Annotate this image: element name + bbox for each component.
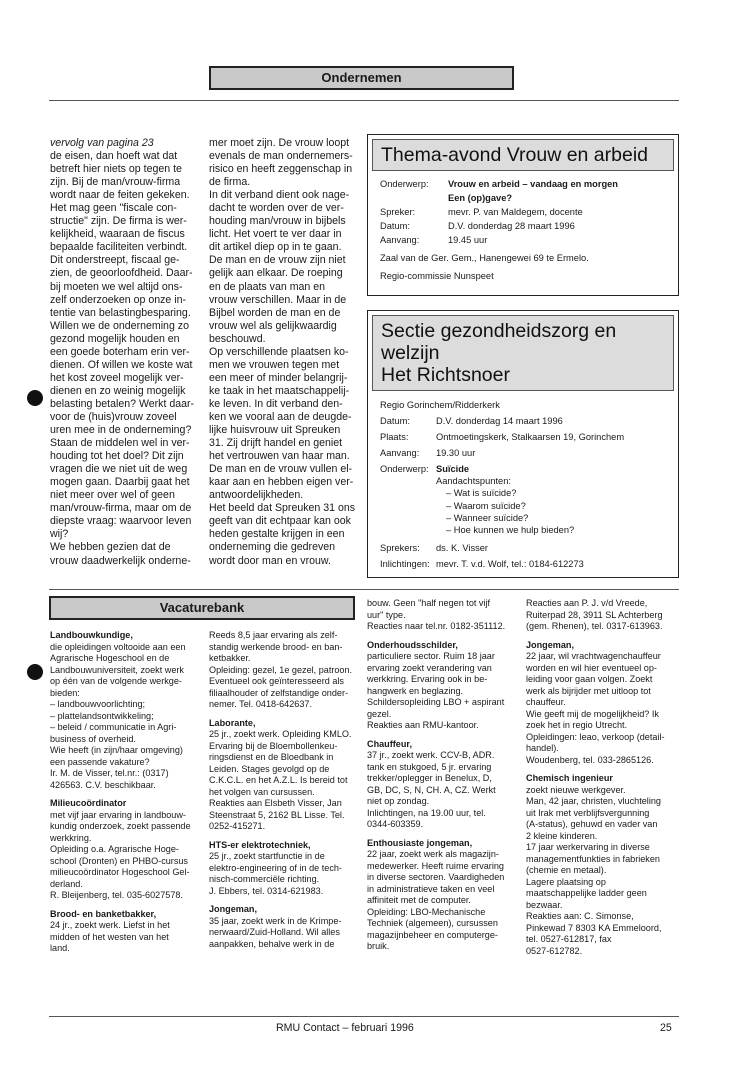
vacancy-line: ervaring zoekt verandering van — [367, 662, 492, 673]
text-line: dienen en zo weinig mogelijk — [50, 384, 186, 397]
vacancy-line: bieden: — [50, 687, 80, 698]
text-line: Het beeld dat Spreuken 31 ons — [209, 502, 356, 515]
vacancy-line: 24 jr., zoekt werk. Liefst in het — [50, 920, 170, 930]
text-line: dit artikel diep op in te gaan. — [209, 241, 342, 254]
text-line: belasting betalen? Werkt daar- — [50, 397, 195, 410]
vacancy-line: milieucoördinator Hogeschool Gel- — [50, 867, 190, 877]
text-line: de eisen, dan hoeft wat dat — [50, 150, 178, 163]
text-line: Willen we de onderneming zo — [50, 319, 189, 332]
vacancy-line: (A-status), gehuwd en vader van — [526, 819, 658, 829]
vacancy-entry — [526, 598, 682, 633]
vacancy-entry — [209, 840, 359, 898]
text-line: dienen. Of willen we koste wat — [50, 358, 193, 371]
text-line: ken we vooral aan de deugde- — [209, 410, 352, 423]
point-1: – Wat is suïcide? — [446, 488, 517, 499]
vacancy-line: affiniteit met de computer. — [367, 895, 471, 905]
vacancy-line: werkkring. Ervaring ook in be- — [367, 674, 488, 684]
event-box-thema-avond — [367, 134, 679, 296]
vacancy-line: Wie heeft (in zijn/haar omgeving) — [50, 745, 183, 755]
text-line: een goede boterham erin ver- — [50, 345, 190, 358]
text-line: gelijk aan elkaar. De roeping — [209, 267, 343, 280]
text-line: tentie van belastingbesparing. — [50, 306, 191, 319]
vacancy-line: 17 jaar werkervaring in diverse — [526, 842, 650, 852]
text-line: kaar aan en hebben eigen ver- — [209, 476, 354, 489]
vacancy-line: Reakties aan: C. Simonse, — [526, 911, 634, 921]
vacancy-line: Opleiding o.a. Agrarische Hoge- — [50, 844, 179, 854]
vacancy-line: op één van de volgende werkge- — [50, 676, 182, 686]
vacancy-entry — [50, 630, 200, 791]
vacancy-line: het volgen van cursussen. — [209, 786, 315, 797]
article-column-2-text — [209, 137, 361, 568]
vacancy-line: kundig onderzoek, zoekt passende — [50, 821, 191, 831]
vacancy-line: Reeds 8,5 jaar ervaring als zelf- — [209, 630, 338, 640]
vacancy-line: Opleidingen: leao, verkoop (detail- — [526, 731, 665, 742]
vacancy-column-2 — [209, 630, 359, 950]
text-line: De man en de vrouw zijn niet — [209, 254, 346, 267]
vacancy-line: Ruiterpad 28, 3911 SL Achterberg — [526, 609, 663, 620]
point-4: – Hoe kunnen we hulp bieden? — [446, 525, 575, 536]
text-line: zijn. Bij de man/vrouw-firma — [50, 176, 181, 189]
vacancy-entry — [526, 640, 682, 767]
vacancy-line: uur" type. — [367, 609, 406, 620]
value-aanvang: 19.30 uur — [436, 448, 476, 458]
text-line: geeft van dit echtpaar kan ook — [209, 515, 351, 528]
vacancy-line: 22 jaar, zoekt werk als magazijn- — [367, 849, 499, 859]
vacancy-line: Inlichtingen, na 19.00 uur, tel. — [367, 807, 486, 818]
vacancy-line: 25 jr., zoekt startfunctie in de — [209, 851, 325, 861]
text-line: Staan de middelen wel in ver- — [50, 437, 190, 450]
vacancy-title: Jongeman, — [526, 639, 575, 650]
text-line: voor de (huis)vrouw zoveel — [50, 410, 177, 423]
vacancy-entry — [209, 904, 359, 950]
text-line: betreft hier niets op tegen te — [50, 163, 182, 176]
value-inlichtingen: mevr. T. v.d. Wolf, tel.: 0184-612273 — [436, 559, 584, 570]
vacancy-line: Steenstraat 5, 2162 BL Lisse. Tel. — [209, 809, 345, 820]
vacancy-entry — [50, 798, 200, 902]
vacancy-line: Landbouwuniversiteit, zoekt werk — [50, 664, 184, 675]
vacancy-line: 2 kleine kinderen. — [526, 830, 598, 841]
vacancy-line: nemer. Tel. 0418-642637. — [209, 699, 312, 709]
text-line: vrouw daadwerkelijk onderne- — [50, 554, 191, 567]
vacancy-title: Laborante, — [209, 717, 256, 728]
article-column-2 — [209, 137, 361, 568]
vacancy-entry — [526, 773, 682, 957]
vacancy-line: werkkring. — [50, 832, 92, 843]
vacancy-line: – beleid / communicatie in Agri- — [50, 722, 177, 732]
footer-title: RMU Contact – februari 1996 — [276, 1022, 414, 1034]
value-regio: Regio Gorinchem/Ridderkerk — [380, 400, 500, 410]
text-line: Bijbel worden de man en de — [209, 306, 341, 319]
text-line: dacht te worden over de ver- — [209, 202, 344, 215]
vacancy-line: school (Dronten) en PHBO-cursus — [50, 855, 188, 866]
vacancy-line: Leiden. Stages gevolgd op de — [209, 763, 330, 774]
vacancy-entry — [50, 909, 200, 955]
text-line: bepaalde faciliteiten verbindt. — [50, 241, 188, 254]
text-line: lijke huisvrouw uit Spreuken — [209, 424, 341, 437]
value-plaats: Ontmoetingskerk, Stalkaarsen 19, Gorinchem — [436, 432, 625, 442]
value-spreker: mevr. P. van Maldegem, docente — [448, 207, 583, 217]
page-number: 25 — [660, 1022, 672, 1034]
text-line: structie" zijn. De firma is wer- — [50, 215, 187, 228]
vacancy-line: filiaalhouder of zelfstandige onder- — [209, 687, 349, 698]
vacancy-line: (gem. Rhenen), tel. 0317-613963. — [526, 621, 663, 631]
vacancy-line: Lagere plaatsing op — [526, 876, 606, 887]
text-line: man/vrouw-firma, maar om de — [50, 502, 192, 515]
vacancy-line: magazijnbeheer en computerge- — [367, 929, 498, 940]
text-line: vrouw verschillen. Maar in de — [209, 293, 347, 306]
section-divider — [49, 589, 679, 590]
vacancy-line: 426563. C.V. beschikbaar. — [50, 779, 156, 790]
text-line: men we vrouwen tegen met — [209, 358, 340, 371]
text-line: Het mag geen "fiscale con- — [50, 202, 177, 215]
article-column-1-text — [50, 150, 200, 568]
vacancy-line: 22 jaar, wil vrachtwagenchauffeur — [526, 651, 661, 661]
event-title-box — [372, 315, 674, 391]
vacancy-line: leiding voor gaan volgen. Zoekt — [526, 674, 653, 684]
text-line: wordt door man en vrouw. — [209, 554, 331, 567]
vacancy-line: – plattelandsontwikkeling; — [50, 710, 154, 721]
text-line: niet meer over wel of geen — [50, 489, 175, 502]
vacancy-line: Pinkewad 7 8303 KA Emmeloord, — [526, 922, 662, 933]
label-inlichtingen: Inlichtingen: — [380, 559, 430, 570]
article-column-1 — [50, 137, 200, 568]
vacancy-line: (chemie en metaal). — [526, 865, 607, 875]
punch-hole-top — [27, 390, 43, 406]
text-line: vrouw wel als gelijkwaardig — [209, 319, 337, 332]
vacaturebank-title: Vacaturebank — [159, 600, 245, 615]
vacancy-title: Jongeman, — [209, 904, 258, 914]
vacancy-line: Reacties naar tel.nr. 0182-351112. — [367, 621, 506, 631]
vacancy-title: Chemisch ingenieur — [526, 773, 613, 783]
label-datum: Datum: — [380, 416, 410, 426]
vacancy-line: die opleidingen voltooide aan een — [50, 641, 186, 652]
text-line: een meer of minder belangrij- — [209, 371, 348, 384]
value-aanvang: 19.45 uur — [448, 235, 488, 245]
text-line: wordt naar de feiten gekeken. — [50, 189, 190, 202]
vacancy-line: zoek het in regio Utrecht. — [526, 720, 628, 730]
text-line: diepste vraag: waarvoor leven — [50, 515, 192, 528]
vacancy-line: bruik. — [367, 941, 390, 951]
vacancy-line: business of overheid. — [50, 733, 136, 744]
vacancy-line: midden of het westen van het — [50, 931, 169, 942]
value-zaal: Zaal van de Ger. Gem., Hanengewei 69 te Ermelo. — [380, 253, 589, 263]
vacancy-line: R. Bleijenberg, tel. 035-6027578. — [50, 890, 183, 900]
text-line: antwoordelijkheden. — [209, 489, 304, 502]
point-3: – Wanneer suïcide? — [446, 512, 529, 523]
vacancy-title: Chauffeur, — [367, 738, 412, 749]
vacancy-line: J. Ebbers, tel. 0314-621983. — [209, 885, 324, 896]
text-line: kelijkheid, waaraan de fiscus — [50, 228, 185, 241]
text-line: ke taak in het maatschappelij- — [209, 384, 350, 397]
vacancy-column-4 — [526, 598, 682, 957]
vacancy-line: Opleiding: gezel, 1e gezel, patroon. — [209, 664, 353, 675]
vacancy-line: 0344-603359. — [367, 819, 424, 829]
text-line: In dit verband dient ook nage- — [209, 189, 350, 202]
vacancy-line: 37 jr., zoekt werk. CCV-B, ADR. — [367, 750, 495, 760]
vacancy-line: handel). — [526, 743, 559, 753]
vacancy-line: met vijf jaar ervaring in landbouw- — [50, 809, 186, 820]
vacancy-line: Reacties aan P. J. v/d Vreede, — [526, 598, 648, 608]
vacancy-line: Eventueel ook geïnteresseerd als — [209, 676, 344, 686]
vacancy-line: nerwaard/Zuid-Holland. Wil alles — [209, 927, 340, 937]
vacancy-line: niet op zondag. — [367, 796, 430, 806]
text-line: uren mee in de onderneming? — [50, 424, 192, 437]
vacancy-line: Reakties aan Elsbeth Visser, Jan — [209, 798, 342, 808]
text-line: beschouwd. — [209, 332, 266, 345]
text-line: houding man/vrouw in bijbels — [209, 215, 346, 228]
vacancy-line: land. — [50, 943, 70, 953]
text-line: zien, de geoorloofdheid. Daar- — [50, 267, 193, 280]
vacancy-line: nisch-commerciële richting. — [209, 874, 320, 884]
event-title-line-2: Het Richtsnoer — [381, 364, 510, 386]
vacancy-title: HTS-er elektrotechniek, — [209, 839, 311, 850]
header-rule — [49, 100, 679, 101]
vacancy-line: 0252-415271. — [209, 821, 266, 831]
text-line: vragen die we niet uit de weg — [50, 463, 188, 476]
label-plaats: Plaats: — [380, 432, 409, 442]
vacancy-line: gezel. — [367, 708, 392, 719]
vacancy-line: 35 jaar, zoekt werk in de Krimpe- — [209, 915, 342, 926]
value-onderwerp-2: Een (op)gave? — [448, 193, 513, 203]
value-onderwerp: Vrouw en arbeid – vandaag en morgen — [448, 179, 618, 189]
vacancy-line: Schildersopleiding LBO + aspirant — [367, 697, 505, 707]
vacancy-column-3 — [367, 598, 519, 953]
vacancy-line: ketbakker. — [209, 653, 251, 663]
punch-hole-bottom — [27, 664, 43, 680]
text-line: de firma. — [209, 176, 251, 189]
vacancy-line: C.K.C.L. en het A.Z.L. Is bereid tot — [209, 775, 348, 785]
section-title: Ondernemen — [321, 70, 402, 85]
point-2: – Waarom suïcide? — [446, 500, 526, 511]
vacancy-title: Enthousiaste jongeman, — [367, 837, 473, 848]
vacancy-line: Opleiding: LBO-Mechanische — [367, 906, 486, 917]
vacancy-line: bouw. Geen "half negen tot vijf — [367, 598, 491, 608]
value-sprekers: ds. K. Visser — [436, 543, 489, 554]
label-aanvang: Aanvang: — [380, 448, 420, 458]
vacancy-line: tank en stukgoed, 5 jr. ervaring — [367, 761, 492, 772]
vacancy-line: elektro-engineering of in de tech- — [209, 862, 342, 873]
text-line: De man en de vrouw vullen el- — [209, 463, 353, 476]
value-onderwerp: Suïcide — [436, 464, 470, 474]
vacancy-entry — [209, 630, 359, 711]
label-onderwerp: Onderwerp: — [380, 464, 429, 474]
text-line: het kost zoveel mogelijk ver- — [50, 371, 184, 384]
value-regio: Regio-commissie Nunspeet — [380, 271, 494, 281]
vacancy-line: Ir. M. de Visser, tel.nr.: (0317) — [50, 768, 169, 778]
text-line: We hebben gezien dat de — [50, 541, 171, 554]
text-line: het vertrouwen van haar man. — [209, 450, 350, 463]
text-line: Op verschillende plaatsen ko- — [209, 345, 349, 358]
vacancy-line: tel. 0527-612817, fax — [526, 934, 612, 944]
text-line: en de plaats van man en — [209, 280, 326, 293]
vacancy-title: Onderhoudsschilder, — [367, 639, 458, 650]
vacancy-line: Man, 42 jaar, christen, vluchteling — [526, 796, 661, 806]
vacancy-line: managementfunkties in fabrieken — [526, 853, 660, 864]
text-line: bij moeten we wel altijd ons- — [50, 280, 183, 293]
event-title: Thema-avond Vrouw en arbeid — [372, 139, 674, 171]
label-sprekers: Sprekers: — [380, 543, 420, 554]
value-datum: D.V. donderdag 14 maart 1996 — [436, 416, 563, 426]
vacancy-line: maatschappelijke ladder geen — [526, 888, 647, 898]
text-line: evenals de man ondernemers- — [209, 150, 353, 163]
vacancy-entry — [367, 598, 519, 633]
vacancy-line: medewerker. Heeft ruime ervaring — [367, 860, 504, 871]
vacancy-line: Woudenberg, tel. 033-2865126. — [526, 754, 654, 765]
vacancy-line: Techniek (algemeen), cursussen — [367, 918, 498, 928]
vacancy-entry — [367, 640, 519, 732]
vacancy-line: 25 jr., zoekt werk. Opleiding KMLO. — [209, 729, 352, 739]
text-line: 31. Zij drijft handel en geniet — [209, 437, 343, 450]
text-line: wij? — [50, 528, 69, 541]
vacancy-line: ringsdienst en de Bloedbank in — [209, 752, 334, 762]
vacancy-entry — [367, 739, 519, 831]
vacancy-line: Wie geeft mij de mogelijkheid? Ik — [526, 708, 659, 719]
text-line: gezond mogelijk houden en — [50, 332, 180, 345]
label-onderwerp: Onderwerp: — [380, 179, 429, 189]
vacancy-line: zoekt nieuwe werkgever. — [526, 784, 626, 795]
vacancy-line: in administratieve taken en veel — [367, 883, 495, 894]
vacancy-line: chauffeur. — [526, 697, 566, 707]
vacancy-line: aanpakken, behalve werk in de — [209, 938, 335, 949]
vacancy-line: standig werkende brood- en ban- — [209, 641, 343, 652]
vacancy-title: Brood- en banketbakker, — [50, 908, 157, 919]
text-line: licht. Het voert te ver daar in — [209, 228, 342, 241]
vacancy-line: Reakties aan RMU-kantoor. — [367, 720, 479, 730]
text-line: onderneming die gedreven — [209, 541, 336, 554]
vacancy-line: Ervaring bij de Bloembollenkeu- — [209, 740, 338, 751]
vacancy-line: – landbouwvoorlichting; — [50, 699, 146, 709]
text-line: Dit onderstreept, fiscaal ge- — [50, 254, 180, 267]
vacancy-line: uit Irak met verblijfsvergunning — [526, 807, 650, 818]
value-datum: D.V. donderdag 28 maart 1996 — [448, 221, 575, 231]
event-box-richtsnoer — [367, 310, 679, 578]
vacancy-title: Milieucoördinator — [50, 798, 127, 808]
vacancy-line: bezwaar. — [526, 899, 563, 910]
section-header — [209, 66, 514, 90]
vacancy-entry — [367, 838, 519, 953]
vacancy-line: Agrarische Hogeschool en de — [50, 653, 170, 663]
vacancy-line: worden en wil hier eventueel op- — [526, 662, 657, 673]
value-aandacht: Aandachtspunten: — [436, 476, 511, 487]
label-spreker: Spreker: — [380, 207, 416, 217]
vacancy-column-1 — [50, 630, 200, 955]
vacancy-line: trekker/oplegger in Benelux, D, — [367, 773, 492, 783]
vacancy-line: een passende vakature? — [50, 756, 150, 767]
vacancy-entry — [209, 718, 359, 833]
text-line: risico en heeft zeggenschap in — [209, 163, 353, 176]
text-line: mogen gaan. Daarbij gaat het — [50, 476, 190, 489]
text-line: heden gestalte krijgen in een — [209, 528, 345, 541]
footer-rule — [49, 1016, 679, 1017]
vacancy-title: Landbouwkundige, — [50, 630, 133, 640]
text-line: zelf onderzoeken op onze in- — [50, 293, 187, 306]
label-aanvang: Aanvang: — [380, 235, 420, 245]
text-line: ke leven. In dit verband den- — [209, 397, 343, 410]
event-title-line-1: Sectie gezondheidszorg en welzijn — [381, 320, 617, 364]
continued-note: vervolg van pagina 23 — [50, 137, 154, 149]
vacaturebank-header — [49, 596, 355, 620]
label-datum: Datum: — [380, 221, 410, 231]
text-line: mer moet zijn. De vrouw loopt — [209, 137, 350, 149]
vacancy-line: particuliere sector. Ruim 18 jaar — [367, 651, 495, 661]
vacancy-line: hangwerk en beglazing. — [367, 685, 464, 696]
vacancy-line: in diverse sectoren. Vaardigheden — [367, 872, 505, 882]
text-line: houding tot het doel? Dit zijn — [50, 450, 184, 463]
vacancy-line: 0527-612782. — [526, 945, 583, 956]
vacancy-line: werk als bijrijder met uitloop tot — [526, 685, 651, 696]
vacancy-line: GB, DC, S, N, CH. A, CZ. Werkt — [367, 784, 496, 795]
vacancy-line: derland. — [50, 878, 83, 889]
